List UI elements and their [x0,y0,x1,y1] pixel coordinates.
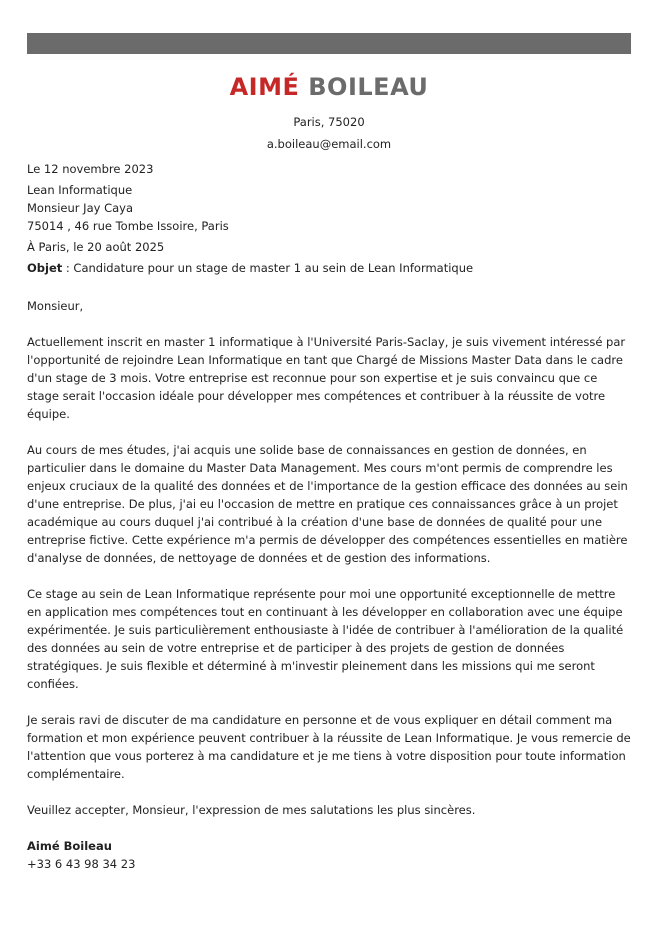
recipient-name: Monsieur Jay Caya [27,201,134,215]
paragraph-1: Actuellement inscrit en master 1 informatique à l'Université Paris-Saclay, je suis vivement intéressé par l'opportunité de rejoindre Lean Informatique en tant que Chargé de Missions Master Data dans le cadre d'un stage de 3 mois. Votre entreprise est reconnue pour son expertise et je suis convaincu que ce stage serait l'occasion idéale pour développer mes compétences et contribuer à la réussite de votre équipe. [27,335,626,421]
subject-line [27,259,631,277]
subject-text: : Candidature pour un stage de master 1 au sein de Lean Informatique [62,261,474,275]
paragraph-3: Ce stage au sein de Lean Informatique représente pour moi une opportunité exceptionnelle de mettre en application mes compétences tout en continuant à les développer en collaboration avec une équipe expérimentée. Je suis particulièrement enthousiaste à l'idée de contribuer à l'amélioration de la qualité des données au sein de votre entreprise et de participer à des projets de gestion de données stratégiques. Je suis flexible et déterminé à m'investir pleinement dans les missions qui me seront confiées. [27,587,624,691]
paragraph-4: Je serais ravi de discuter de ma candidature en personne et de vous expliquer en détail comment ma formation et mon expérience peuvent contribuer à la réussite de Lean Informatique. Je vous remercie de l'attention que vous porterez à ma candidature et je me tiens à votre disposition pour toute information complémentaire. [27,713,631,781]
applicant-city: Paris, 75020 [293,115,365,129]
subject-label: Objet [27,261,63,275]
applicant-email: a.boileau@email.com [266,137,392,151]
closing: Veuillez accepter, Monsieur, l'expression de mes salutations les plus sincères. [27,803,476,817]
signature-name-text: Aimé Boileau [27,839,112,853]
signature-name [27,837,631,855]
letter-body [27,160,631,873]
recipient-company: Lean Informatique [27,183,133,197]
letter-header [0,72,658,155]
signature-phone: +33 6 43 98 34 23 [27,857,136,871]
applicant-name [0,72,658,102]
recipient-address: 75014 , 46 rue Tombe Issoire, Paris [27,219,229,233]
first-name: AIMÉ [229,73,300,101]
salutation: Monsieur, [27,299,84,313]
paragraph-2: Au cours de mes études, j'ai acquis une solide base de connaissances en gestion de données, en particulier dans le domaine du Master Data Management. Mes cours m'ont permis de comprendre les enjeux cruciaux de la qualité des données et de l'importance de la gestion efficace des données au sein d'une entreprise. De plus, j'ai eu l'occasion de mettre en pratique ces connaissances grâce à un projet académique au cours duquel j'ai contribué à la création d'une base de données de qualité pour une entreprise fictive. Cette expérience m'a permis de développer des compétences essentielles en matière d'analyse de données, de nettoyage de données et de gestion des informations. [27,443,628,565]
letter-date: Le 12 novembre 2023 [27,162,154,176]
place-date: À Paris, le 20 août 2025 [27,240,165,254]
last-name: BOILEAU [308,73,429,101]
header-bar [27,33,631,54]
